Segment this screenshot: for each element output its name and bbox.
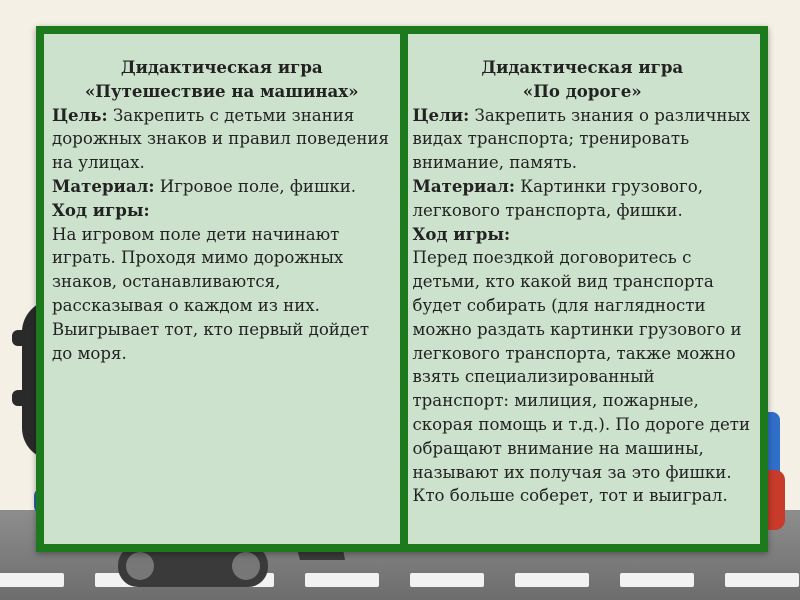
material-label: Материал: — [52, 175, 155, 196]
material-paragraph — [413, 175, 753, 223]
card-travel-by-cars — [44, 34, 400, 544]
process-text: На игровом поле дети начинают играть. Проходя мимо дорожных знаков, останавливаются, рассказывая о каждом из них. Выигрывает тот, кто первый дойдет до моря. — [52, 224, 370, 363]
game-cards-frame — [36, 26, 768, 552]
material-text: Картинки грузового, легкового транспорта, фишки. — [412, 176, 704, 220]
process-label: Ход игры: — [52, 199, 150, 220]
material-paragraph — [52, 175, 392, 199]
goal-paragraph — [413, 104, 753, 175]
goal-text: Закрепить с детьми знания дорожных знаков и правил поведения на улицах. — [52, 105, 389, 173]
card-title-line1: Дидактическая игра — [120, 57, 323, 77]
goal-paragraph — [52, 104, 392, 175]
card-on-the-road — [408, 34, 761, 544]
material-label: Материал: — [412, 175, 515, 196]
card-title-line2: «Путешествие на машинах» — [84, 80, 359, 101]
process-text: Перед поездкой договоритесь с детьми, кто какой вид транспорта будет собирать (для наглядности можно раздать картинки грузового и легкового транспорта, также можно взять специализированный транспорт: милиция, пожарные, скорая помощь и т.д.). По дороге дети обращают внимание на машины, называют их получая за это фишки. Кто больше соберет, тот и выиграл. — [412, 248, 751, 506]
material-text: Игровое поле, фишки. — [154, 176, 357, 196]
goal-label: Цели: — [412, 104, 470, 125]
goal-text: Закрепить знания о различных видах транспорта; тренировать внимание, память. — [412, 105, 751, 173]
card-title-line1: Дидактическая игра — [481, 57, 684, 77]
goal-label: Цель: — [52, 104, 108, 125]
process-label: Ход игры: — [412, 223, 511, 244]
card-title-line2: «По дороге» — [522, 80, 642, 101]
